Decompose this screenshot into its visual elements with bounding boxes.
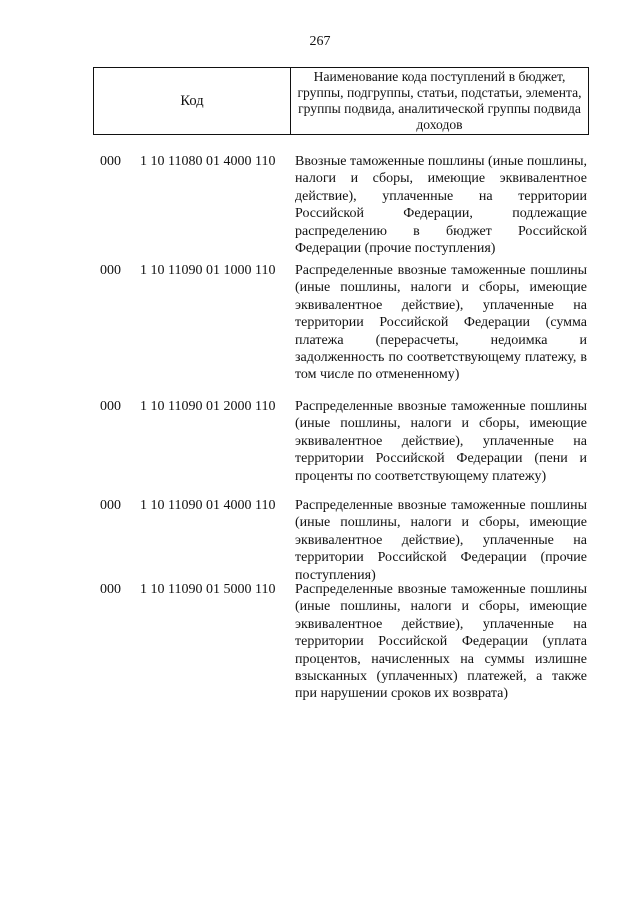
table-row: [100, 262, 589, 398]
budget-code: 1 10 11090 01 1000 110: [140, 263, 276, 278]
admin-code: 000: [100, 582, 121, 597]
code-description: Распределенные ввозные таможенные пошлины (иные пошлины, налоги и сборы, имеющие эквивалентное действие), уплаченные на территории Российской Федерации (прочие поступления): [295, 498, 587, 583]
budget-code: 1 10 11090 01 4000 110: [140, 498, 276, 513]
code-description: Ввозные таможенные пошлины (иные пошлины, налоги и сборы, имеющие эквивалентное действие), уплаченные на территории Российской Федерации, подлежащие распределению в бюджет Российской Федерации (прочие поступления): [295, 154, 587, 257]
table-header: [93, 67, 589, 135]
admin-code: 000: [100, 263, 121, 278]
code-description: Распределенные ввозные таможенные пошлины (иные пошлины, налоги и сборы, имеющие эквивалентное действие), уплаченные на территории Российской Федерации (пени и проценты по соответствующему платежу): [295, 399, 587, 484]
table-row: [100, 497, 589, 581]
code-description: Распределенные ввозные таможенные пошлины (иные пошлины, налоги и сборы, имеющие эквивалентное действие), уплаченные на территории Российской Федерации (уплата процентов, начисленных на суммы излишне взысканных (уплаченных) платежей, а также при нарушении сроков их возврата): [295, 582, 587, 702]
header-code-cell: Код: [94, 68, 291, 134]
table-row: [100, 153, 589, 262]
admin-code: 000: [100, 498, 121, 513]
admin-code: 000: [100, 399, 121, 414]
page-number: 267: [309, 34, 331, 49]
header-name-cell: Наименование кода поступлений в бюджет, группы, подгруппы, статьи, подстатьи, элемента, группы подвида, аналитической группы подвида доходов: [297, 69, 582, 132]
budget-code: 1 10 11080 01 4000 110: [140, 154, 276, 169]
code-description: Распределенные ввозные таможенные пошлины (иные пошлины, налоги и сборы, имеющие эквивалентное действие), уплаченные на территории Российской Федерации (сумма платежа (перерасчеты, недоимка и задолженность по соответствующему платежу, в том числе по отмененному): [295, 263, 587, 383]
table-row: [100, 581, 589, 721]
budget-code: 1 10 11090 01 5000 110: [140, 582, 276, 597]
admin-code: 000: [100, 154, 121, 169]
table-body: [100, 153, 589, 721]
budget-code: 1 10 11090 01 2000 110: [140, 399, 276, 414]
table-row: [100, 398, 589, 497]
